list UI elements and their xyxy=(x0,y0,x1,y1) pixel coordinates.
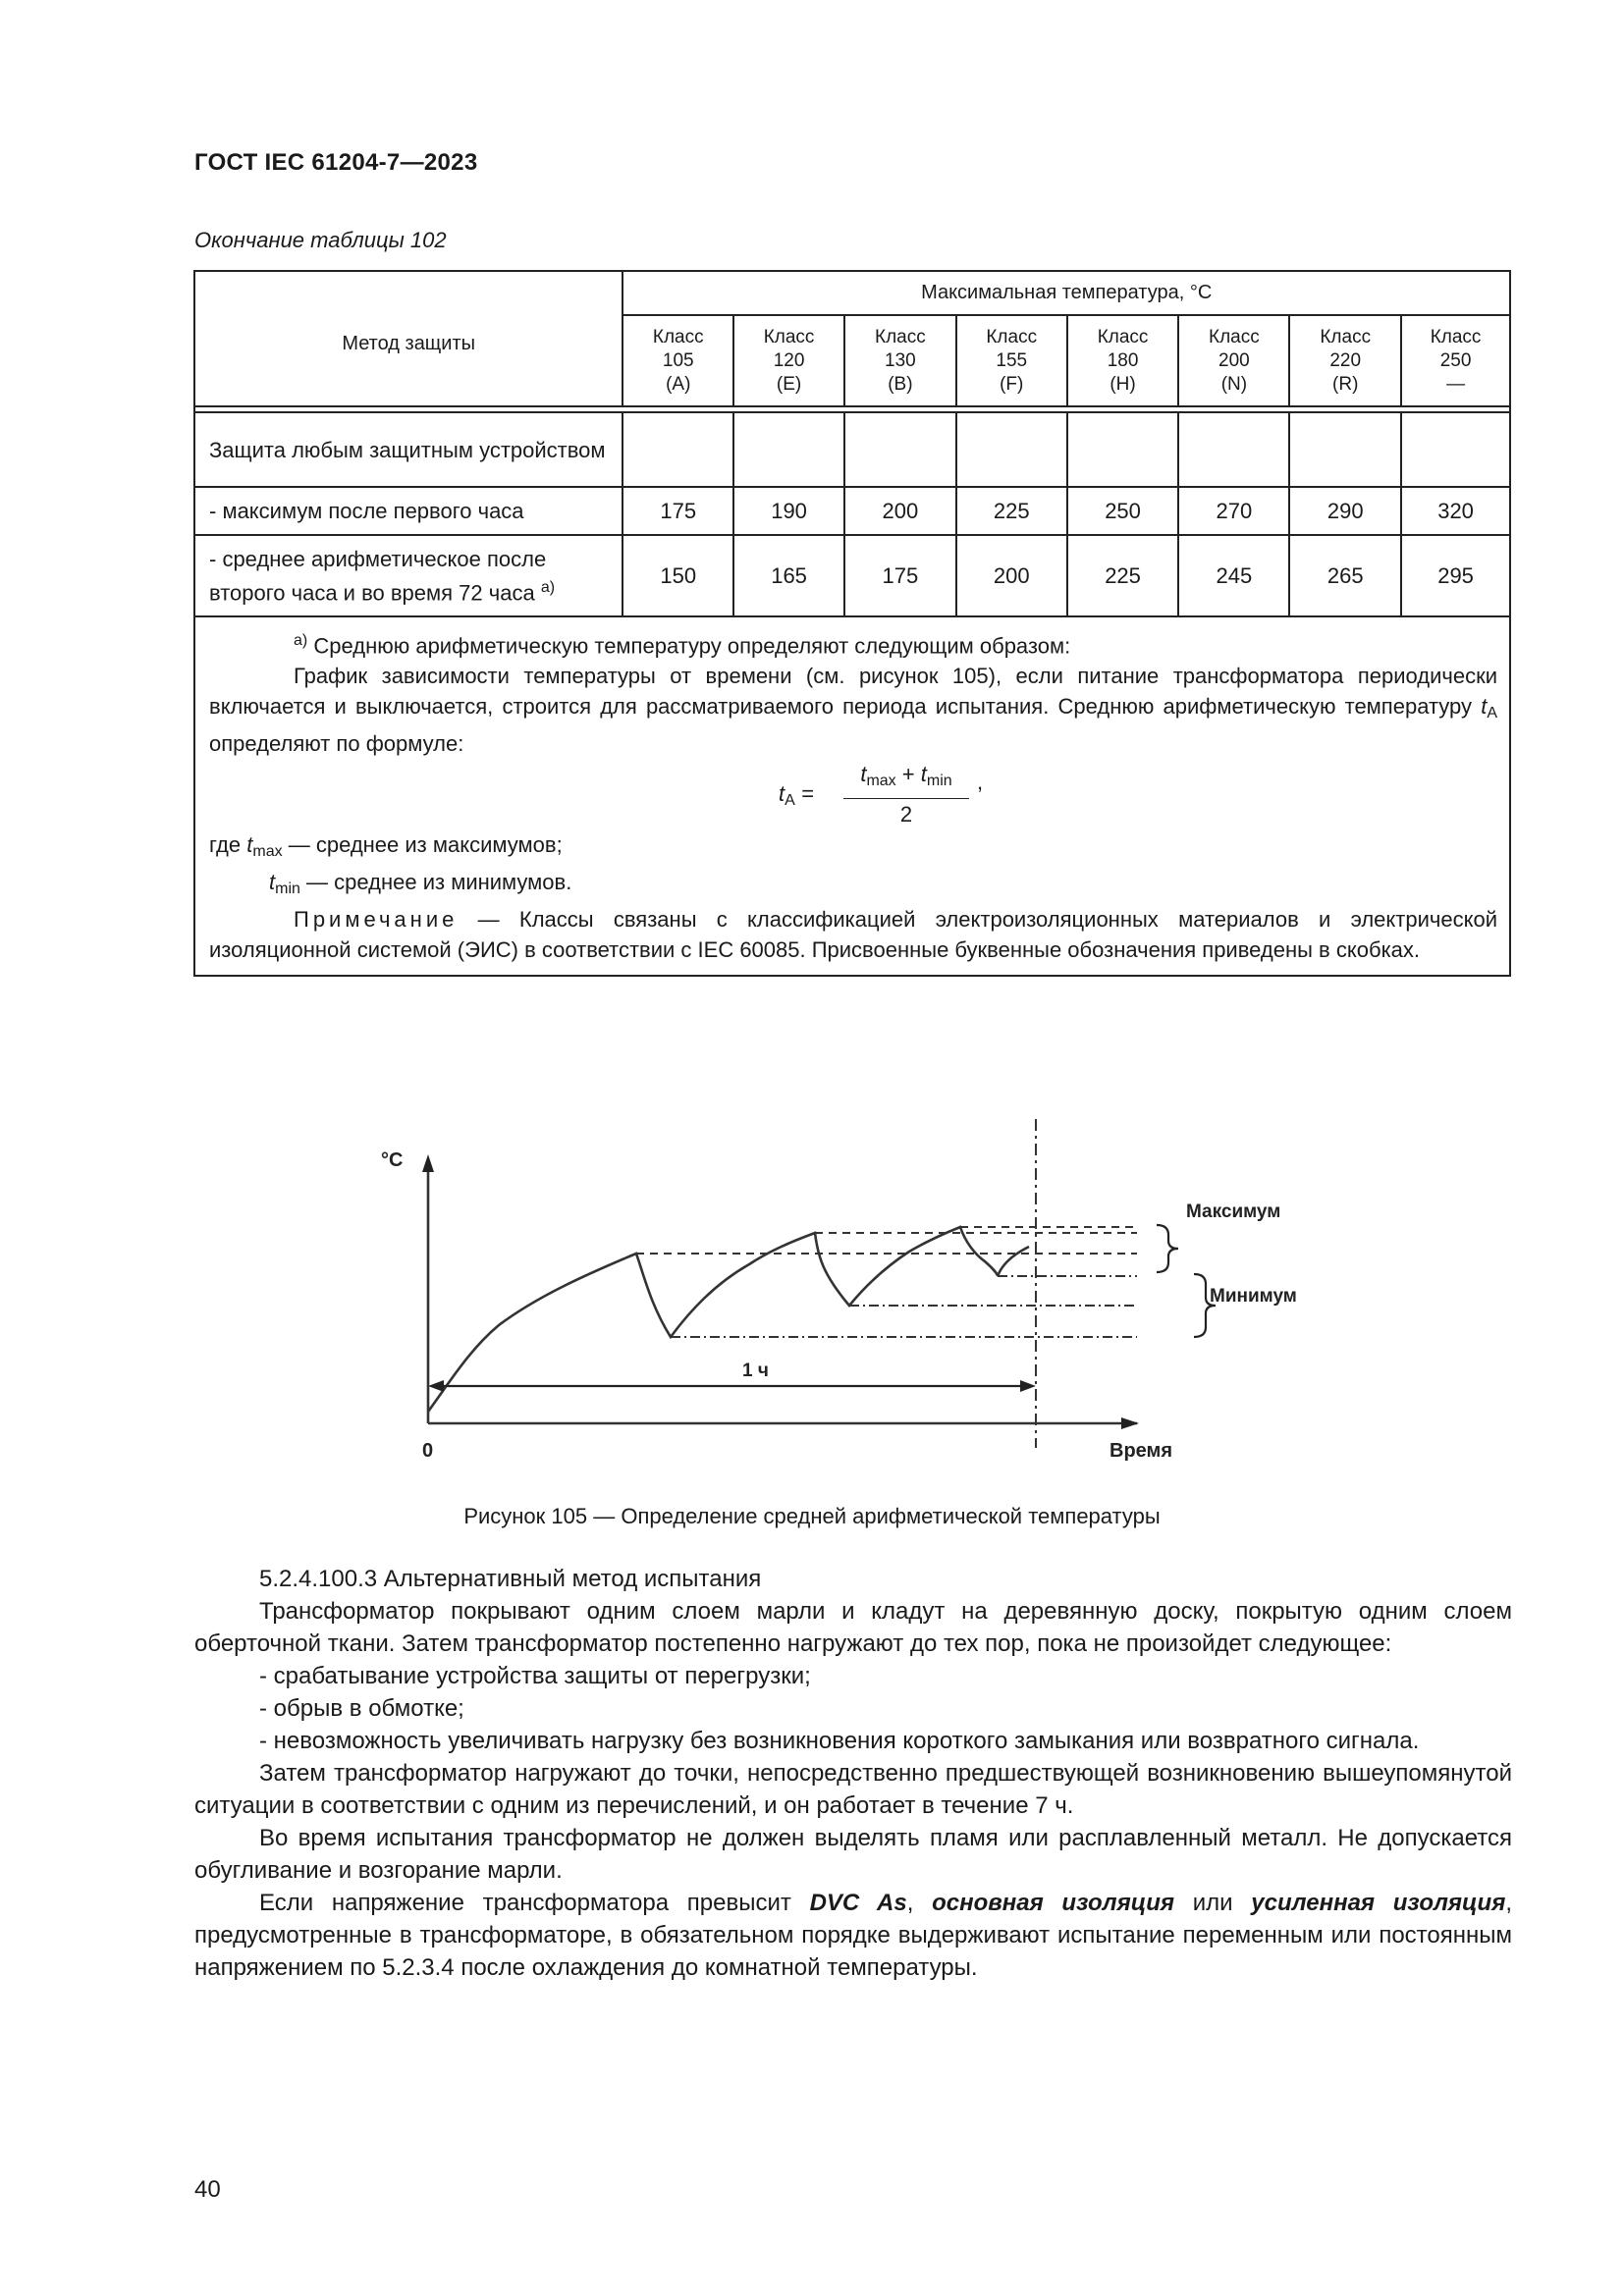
body-text xyxy=(194,1563,1512,1984)
class-header-2: Класс 130 (B) xyxy=(844,315,956,406)
table-cell: 320 xyxy=(1401,487,1510,535)
footnote-text: Среднюю арифметическую температуру определяют следующим образом: xyxy=(313,633,1071,659)
table-cell: 200 xyxy=(956,535,1067,616)
list-item: - невозможность увеличивать нагрузку без возникновения короткого замыкания или возвратного сигнала. xyxy=(259,1728,1420,1754)
table-cell: 165 xyxy=(733,535,844,616)
temperature-table xyxy=(193,270,1511,977)
where-min: $t_{min}$ — среднее из минимумов. xyxy=(269,870,572,898)
row-mean-label: - среднее арифметическое после второго часа и во время 72 часа $^{a)}$ xyxy=(194,535,623,616)
class-header-1: Класс 120 (E) xyxy=(733,315,844,406)
x-axis-label: Время xyxy=(1110,1440,1172,1462)
where-max: где $t_{max}$ — среднее из максимумов; xyxy=(209,832,563,861)
class-header-7: Класс 250 — xyxy=(1401,315,1510,406)
table-cell: 225 xyxy=(1067,535,1179,616)
table-cell: 290 xyxy=(1289,487,1401,535)
list-item: - обрыв в обмотке; xyxy=(259,1695,464,1722)
footnote-mark: a) xyxy=(540,578,556,596)
y-axis-label: °С xyxy=(381,1149,404,1171)
paragraph-2: Затем трансформатор нагружают до точки, непосредственно предшествующей возникновению вышеупомянутой ситуации в соответствии с одним из перечислений, и он работает в течение 7 ч. xyxy=(194,1760,1512,1819)
method-header: Метод защиты xyxy=(194,271,623,406)
page-number: 40 xyxy=(194,2176,221,2203)
section-title: 5.2.4.100.3 Альтернативный метод испытания xyxy=(259,1566,762,1592)
table-cell: 200 xyxy=(844,487,956,535)
row-max-label: - максимум после первого часа xyxy=(194,487,623,535)
paragraph-4: Если напряжение трансформатора превысит DVC As, основная изоляция или усиленная изоляция, предусмотренные в трансформаторе, в обязательном порядке выдерживают испытание переменным или постоянным напряжением по 5.2.3.4 после охлаждения до комнатной температуры. xyxy=(194,1890,1513,1981)
formula: $t_A$ = $t_{max} + t_{min}$ 2 , xyxy=(209,759,1497,829)
document-header: ГОСТ IEC 61204-7—2023 xyxy=(194,149,478,176)
max-temp-header: Максимальная температура, °С xyxy=(623,271,1510,315)
row-max-first-hour xyxy=(194,487,1510,535)
class-header-0: Класс 105 (A) xyxy=(623,315,733,406)
table-cell: 245 xyxy=(1178,535,1289,616)
interval-arrow-left xyxy=(428,1380,444,1392)
x-axis-arrow xyxy=(1121,1417,1139,1429)
table-notes: $^{a)}$ Среднюю арифметическую температуру определяют следующим образом: График зависимости температуры от времени (см. рисунок 105), если питание трансформатора периодически включается и выключается, строится для рассматриваемого периода испытания. Среднюю арифметическую температуру $t_A$ определяют по формуле: $t_A$ = $t_{max} + t_{min}$ 2 , где $t_{max}$ — среднее из максимумов; $t_{min}$ — среднее из минимумов. Примечание — Классы связаны с классификацией электроизоляционных материалов и электрической изоляционной системой (ЭИС) в соответствии с IEC 60085. Присвоенные буквенные обозначения приведены в скобках. xyxy=(194,616,1510,976)
table-cell: 295 xyxy=(1401,535,1510,616)
class-header-5: Класс 200 (N) xyxy=(1178,315,1289,406)
table-cell: 250 xyxy=(1067,487,1179,535)
class-header-3: Класс 155 (F) xyxy=(956,315,1067,406)
table-cell: 150 xyxy=(623,535,733,616)
max-label: Максимум xyxy=(1186,1201,1281,1222)
table-cell: 190 xyxy=(733,487,844,535)
row-mean xyxy=(194,535,1510,616)
max-brace xyxy=(1157,1225,1178,1272)
class-header-4: Класс 180 (H) xyxy=(1067,315,1179,406)
table-cell: 270 xyxy=(1178,487,1289,535)
temperature-figure xyxy=(371,1119,1297,1472)
interval-arrow-right xyxy=(1020,1380,1036,1392)
paragraph-3: Во время испытания трансформатор не должен выделять пламя или расплавленный металл. Не допускается обугливание и возгорание марли. xyxy=(194,1825,1512,1884)
figure-caption: Рисунок 105 — Определение средней арифметической температуры xyxy=(463,1504,1161,1528)
interval-label: 1 ч xyxy=(742,1361,769,1381)
paragraph-1: Трансформатор покрывают одним слоем марли и кладут на деревянную доску, покрытую одним слоем оберточной ткани. Затем трансформатор постепенно нагружают до тех пор, пока не произойдет следующее: xyxy=(194,1598,1512,1657)
notes-paragraph: График зависимости температуры от времени (см. рисунок 105), если питание трансформатора периодически включается и выключается, строится для рассматриваемого периода испытания. Среднюю арифметическую температуру $t_A$ определяют по формуле: xyxy=(209,664,1497,757)
table-cell: 265 xyxy=(1289,535,1401,616)
list-item: - срабатывание устройства защиты от перегрузки; xyxy=(259,1663,811,1689)
table-cell: 225 xyxy=(956,487,1067,535)
table-cell: 175 xyxy=(623,487,733,535)
min-label: Минимум xyxy=(1210,1286,1297,1307)
table-caption: Окончание таблицы 102 xyxy=(194,228,447,252)
row-any-device-label: Защита любым защитным устройством xyxy=(194,412,623,487)
origin-label: 0 xyxy=(422,1440,434,1462)
note-paragraph: Примечание — Классы связаны с классификацией электроизоляционных материалов и электрической изоляционной системой (ЭИС) в соответствии с IEC 60085. Присвоенные буквенные обозначения приведены в скобках. xyxy=(209,907,1497,963)
table-cell: 175 xyxy=(844,535,956,616)
temperature-curve xyxy=(428,1227,1029,1412)
y-axis-arrow xyxy=(422,1154,434,1172)
class-header-6: Класс 220 (R) xyxy=(1289,315,1401,406)
